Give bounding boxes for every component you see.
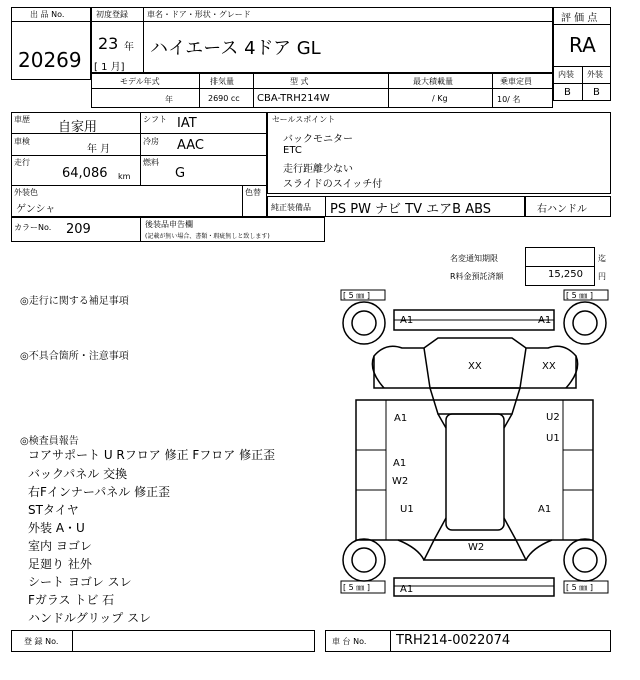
reg-no-label: 登 録 No. <box>24 637 59 646</box>
inspector-item: 右Fインナーパネル 修正歪 <box>28 485 171 499</box>
model-year-label: モデル年式 <box>120 77 160 86</box>
exterior-label: 外装 <box>587 70 603 79</box>
inspection-value: 年 月 <box>87 144 111 155</box>
tire-tread-bl: [ 5 ㎜ ] <box>343 583 370 592</box>
tire-tread-tr: [ 5 ㎜ ] <box>566 291 593 300</box>
recycle-unit: 円 <box>598 272 606 281</box>
post-install-note: (記載が無い場合、書類・瑕疵無しと致します) <box>145 233 270 240</box>
mark-right-rear: A1 <box>538 504 552 515</box>
sales-point-item: ETC <box>283 145 302 156</box>
post-install-label: 後装品申告欄 <box>145 220 193 229</box>
capacity-value: 10/ 名 <box>497 95 521 104</box>
recycle-value: 15,250 <box>548 269 583 280</box>
mark-left-slide-bottom: W2 <box>392 476 409 487</box>
grade-value: RA <box>569 33 596 57</box>
type-value: CBA-TRH214W <box>257 93 330 104</box>
chassis-no-label: 車 台 No. <box>332 637 367 646</box>
inspector-item: STタイヤ <box>28 503 79 517</box>
mark-hood: XX <box>468 361 482 372</box>
mileage-label: 走行 <box>14 158 30 167</box>
mark-back-door: W2 <box>468 542 485 553</box>
model-title: ハイエース 4ドア GL <box>150 38 321 59</box>
roof <box>446 414 504 530</box>
first-reg-label: 初度登録 <box>96 10 128 19</box>
fuel-label: 燃料 <box>143 158 159 167</box>
mileage-unit: km <box>118 172 131 181</box>
inspector-item: ハンドルグリップ スレ <box>28 611 152 625</box>
tire-front-right-icon <box>564 302 606 344</box>
tire-tread-br: [ 5 ㎜ ] <box>566 583 593 592</box>
first-reg-month: [ 1 月] <box>94 62 125 73</box>
inspector-item: 室内 ヨゴレ <box>28 539 92 553</box>
name-change-label: 名変通知期限 <box>450 254 498 263</box>
name-change-unit: 迄 <box>598 254 606 263</box>
mark-right-front-door-top: U2 <box>546 412 560 423</box>
type-label: 型 式 <box>290 77 309 86</box>
shift-label: シフト <box>143 115 167 124</box>
mark-right-front-door-bottom: U1 <box>546 433 560 444</box>
fuel-value: G <box>175 166 186 181</box>
color-label: 外装色 <box>14 188 38 197</box>
inspector-item: 外装 A・U <box>28 521 85 535</box>
tire-front-left-icon <box>343 302 385 344</box>
inspector-report-label: ◎検査員報告 <box>20 436 79 447</box>
mark-left-rear: U1 <box>400 504 414 515</box>
ac-label: 冷房 <box>143 137 159 146</box>
tire-tread-tl: [ 5 ㎜ ] <box>343 291 370 300</box>
inspector-item: バックパネル 交換 <box>28 467 128 481</box>
max-load-label: 最大積載量 <box>413 77 453 86</box>
inspector-item: Fガラス トビ 石 <box>28 593 115 607</box>
mark-left-slide-top: A1 <box>393 458 407 469</box>
equipment-label: 純正装備品 <box>271 203 311 212</box>
mileage-value: 64,086 <box>62 166 108 181</box>
defect-remarks-label: ◎不具合箇所・注意事項 <box>20 351 129 362</box>
vehicle-damage-diagram <box>338 288 611 610</box>
mark-rear-bumper: A1 <box>400 584 414 595</box>
history-value: 自家用 <box>58 120 98 135</box>
mark-front-bumper-right: A1 <box>538 315 552 326</box>
lot-number: 20269 <box>18 48 82 72</box>
inspector-item: コアサポート U Rフロア 修正 Fフロア 修正歪 <box>28 448 276 462</box>
sales-point-item: スライドのスイッチ付 <box>283 179 383 190</box>
inspector-item: シート ヨゴレ スレ <box>28 575 132 589</box>
tire-rear-left-icon <box>343 539 385 581</box>
driving-remarks-label: ◎走行に関する補足事項 <box>20 296 129 307</box>
ac-value: AAC <box>177 138 204 153</box>
mark-front-right-fender: XX <box>542 361 556 372</box>
inspector-item: 足廻り 社外 <box>28 557 92 571</box>
tire-rear-right-icon <box>564 539 606 581</box>
capacity-label: 乗車定員 <box>500 77 532 86</box>
mark-front-bumper-left: A1 <box>400 315 414 326</box>
model-title-label: 車名・ドア・形状・グレード <box>147 10 251 19</box>
first-reg-year: 23 <box>98 34 119 53</box>
interior-value: B <box>564 87 571 98</box>
name-change-field <box>525 247 595 267</box>
grade-label: 評 価 点 <box>561 13 598 24</box>
sales-point-item: バックモニター <box>283 134 353 145</box>
model-year-value: 年 <box>165 95 173 104</box>
color-no-value: 209 <box>66 222 91 237</box>
lot-number-label: 出 品 No. <box>30 10 65 19</box>
displacement-label: 排気量 <box>210 77 234 86</box>
interior-label: 内装 <box>558 70 574 79</box>
history-label: 車歴 <box>14 115 30 124</box>
sales-points-label: セールスポイント <box>272 115 336 124</box>
color-no-label: カラーNo. <box>14 223 52 232</box>
displacement-value: 2690 cc <box>208 94 240 103</box>
exterior-value: B <box>593 87 600 98</box>
color-value: ゲンシャ <box>16 204 56 215</box>
inspection-label: 車検 <box>14 137 30 146</box>
mark-left-front-door: A1 <box>394 413 408 424</box>
sales-point-item: 走行距離少ない <box>283 164 353 175</box>
recycle-label: R料金預託済額 <box>450 272 504 281</box>
shift-value: IAT <box>177 116 197 131</box>
rear-bumper <box>394 578 554 596</box>
year-unit: 年 <box>124 42 134 53</box>
chassis-no-value: TRH214-0022074 <box>396 633 511 648</box>
equipment-value: PS PW ナビ TV エアB ABS <box>330 202 492 217</box>
handle-value: 右ハンドル <box>537 204 587 215</box>
max-load-value: / Kg <box>432 94 448 103</box>
color-change-label: 色替 <box>245 188 261 197</box>
